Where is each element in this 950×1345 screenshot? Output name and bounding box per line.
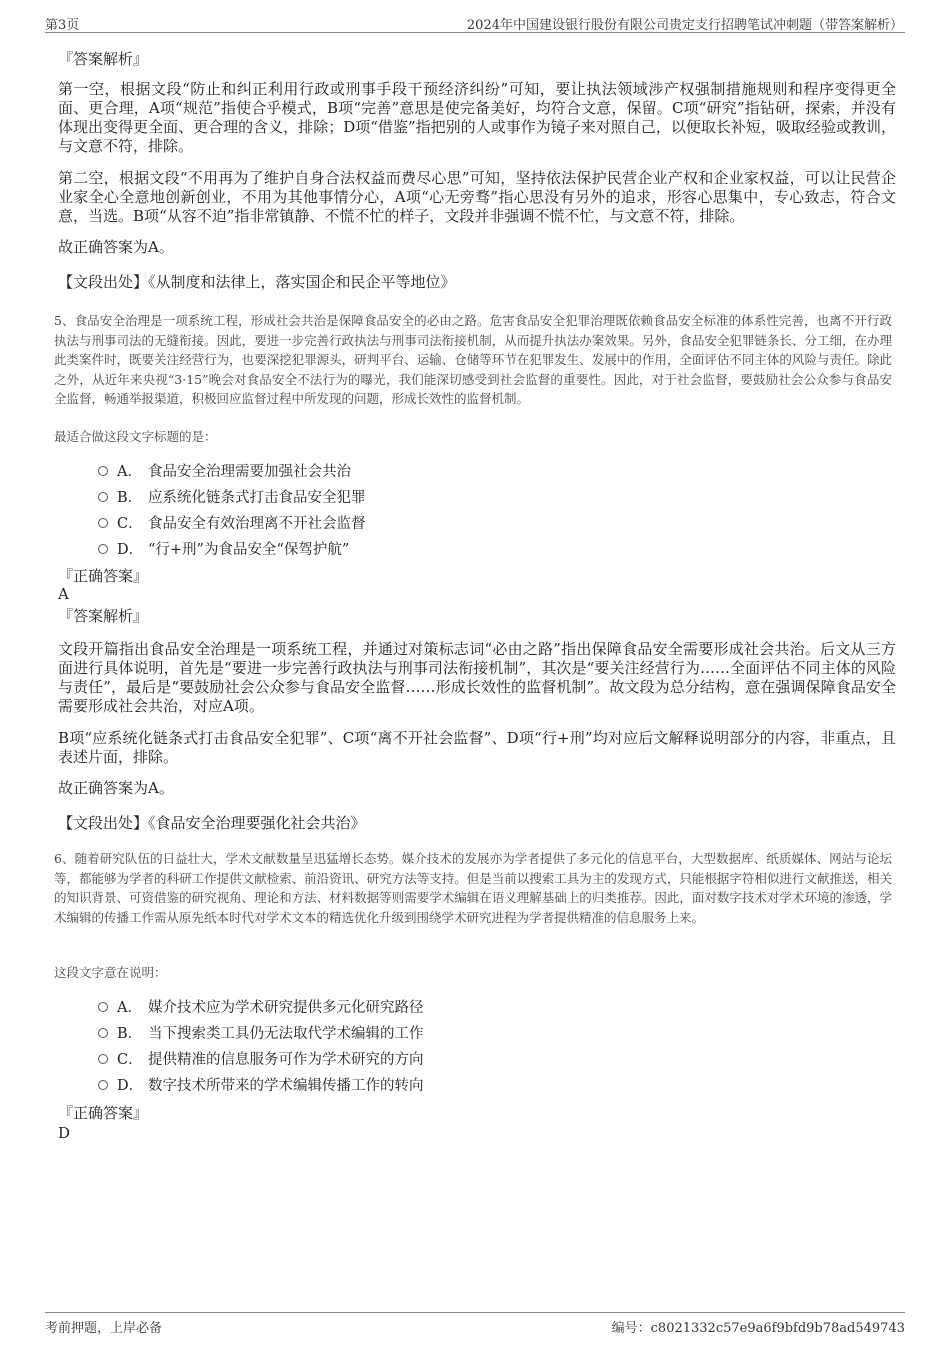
question-6-option-b[interactable]: B． 当下搜索类工具仍无法取代学术编辑的工作: [98, 1024, 424, 1044]
question-5-text: 5、食品安全治理是一项系统工程，形成社会共治是保障食品安全的必由之路。危害食品安全犯罪治理既依赖食品安全标准的体系性完善，也离不开行政执法与刑事司法的无缝衔接。因此，要进一步完善行政执法与刑事司法衔接机制，从而提升执法办案效果。另外，食品安全犯罪链条长、分工细，在办理此类案件时，既要关注经营行为，也要深挖犯罪源头，研判平台、运输、仓储等环节在犯罪发生、发展中的作用，全面评估不同主体的风险与责任。除此之外，从近年来央视“3·15”晚会对食品安全不法行为的曝光，我们能深切感受到社会监督的重要性。因此，对于社会监督，要鼓励社会公众参与食品安全监督，畅通举报渠道，积极回应监督过程中所发现的问题，形成长效性的监督机制。: [54, 313, 892, 406]
document-id: 编号：c8021332c57e9a6f9bfd9b78ad549743: [611, 1321, 905, 1336]
analysis-paragraph: 文段开篇指出食品安全治理是一项系统工程，并通过对策标志词“必由之路”指出保障食品安全需要形成社会共治。后文从三方面进行具体说明，首先是“要进一步完善行政执法与刑事司法衔接机制”，其次是“要关注经营行为……全面评估不同主体的风险与责任”，最后是“要鼓励社会公众参与食品安全监督……形成长效性的监督机制”。故文段为总分结构，意在强调保障食品安全需要形成社会共治，对应A项。: [58, 640, 896, 715]
correct-answer: D: [58, 1124, 71, 1142]
radio-icon[interactable]: [98, 1054, 108, 1064]
page-footer: [45, 1312, 905, 1337]
question-5-option-b[interactable]: B． 应系统化链条式打击食品安全犯罪: [98, 488, 366, 508]
source-citation: 【文段出处】《从制度和法律上，落实国企和民企平等地位》: [58, 273, 456, 291]
question-6-option-a[interactable]: A． 媒介技术应为学术研究提供多元化研究路径: [98, 998, 424, 1018]
question-5-option-c[interactable]: C． 食品安全有效治理离不开社会监督: [98, 514, 366, 534]
question-6-option-d[interactable]: D． 数字技术所带来的学术编辑传播工作的转向: [98, 1076, 424, 1096]
analysis-label: 『答案解析』: [58, 607, 149, 625]
conclusion: 故正确答案为A。: [58, 779, 174, 797]
question-5-prompt: 最适合做这段文字标题的是：: [54, 429, 217, 444]
question-6-text: 6、随着研究队伍的日益壮大，学术文献数量呈迅猛增长态势。媒介技术的发展亦为学者提供了多元化的信息平台，大型数据库、纸质媒体、网站与论坛等，都能够为学者的科研工作提供文献检索、前沿资讯、研究方法等支持。但是当前以搜索工具为主的发现方式，只能根据字符相似进行文献推送，相关的知识背景、可资借鉴的研究视角、理论和方法、材料数据等则需要学术编辑在语义理解基础上的归类推荐。因此，面对数字技术对学术环境的渗透，学术编辑的传播工作需从原先纸本时代对学术文本的精选优化升级到围绕学术研究进程为学者提供精准的信息服务上来。: [54, 851, 892, 925]
conclusion: 故正确答案为A。: [58, 238, 174, 256]
analysis-paragraph: B项“应系统化链条式打击食品安全犯罪”、C项“离不开社会监督”、D项“行+刑”均对应后文解释说明部分的内容，非重点，且表述片面，排除。: [58, 729, 896, 766]
radio-icon[interactable]: [98, 466, 108, 476]
radio-icon[interactable]: [98, 1028, 108, 1038]
correct-answer-label: 『正确答案』: [58, 567, 149, 585]
analysis-paragraph: 第二空，根据文段“不用再为了维护自身合法权益而费尽心思”可知，坚持依法保护民营企业产权和企业家权益，可以让民营企业家全心全意地创新创业，不用为其他事情分心，A项“心无旁骛”指心思没有另外的追求，形容心思集中，专心致志，符合文意，当选。B项“从容不迫”指非常镇静、不慌不忙的样子，文段并非强调不慌不忙，与文意不符，排除。: [58, 169, 896, 225]
page-header: [45, 12, 905, 33]
radio-icon[interactable]: [98, 544, 108, 554]
analysis-paragraph: 第一空，根据文段“防止和纠正利用行政或刑事手段干预经济纠纷”可知，要让执法领域涉产权强制措施规则和程序变得更全面、更合理，A项“规范”指使合乎模式，B项“完善”意思是使完备美好，均符合文意，保留。C项“研究”指钻研，探索，并没有体现出变得更全面、更合理的含义，排除；D项“借鉴”指把别的人或事作为镜子来对照自己，以便取长补短，吸取经验或教训，与文意不符，排除。: [58, 80, 896, 155]
radio-icon[interactable]: [98, 1080, 108, 1090]
question-6-option-c[interactable]: C． 提供精准的信息服务可作为学术研究的方向: [98, 1050, 424, 1070]
source-citation: 【文段出处】《食品安全治理要强化社会共治》: [58, 814, 366, 832]
footer-slogan: 考前押题，上岸必备: [45, 1321, 163, 1336]
radio-icon[interactable]: [98, 1002, 108, 1012]
question-6-prompt: 这段文字意在说明：: [54, 965, 167, 980]
correct-answer: A: [58, 585, 69, 603]
question-5-option-a[interactable]: A． 食品安全治理需要加强社会共治: [98, 462, 351, 482]
radio-icon[interactable]: [98, 518, 108, 528]
correct-answer-label: 『正确答案』: [58, 1104, 149, 1122]
analysis-label: 『答案解析』: [58, 50, 149, 68]
question-5-option-d[interactable]: D． “行+刑”为食品安全“保驾护航”: [98, 540, 349, 560]
page-number: 第3页: [45, 18, 80, 33]
radio-icon[interactable]: [98, 492, 108, 502]
document-title: 2024年中国建设银行股份有限公司贵定支行招聘笔试冲刺题（带答案解析）: [466, 18, 903, 33]
